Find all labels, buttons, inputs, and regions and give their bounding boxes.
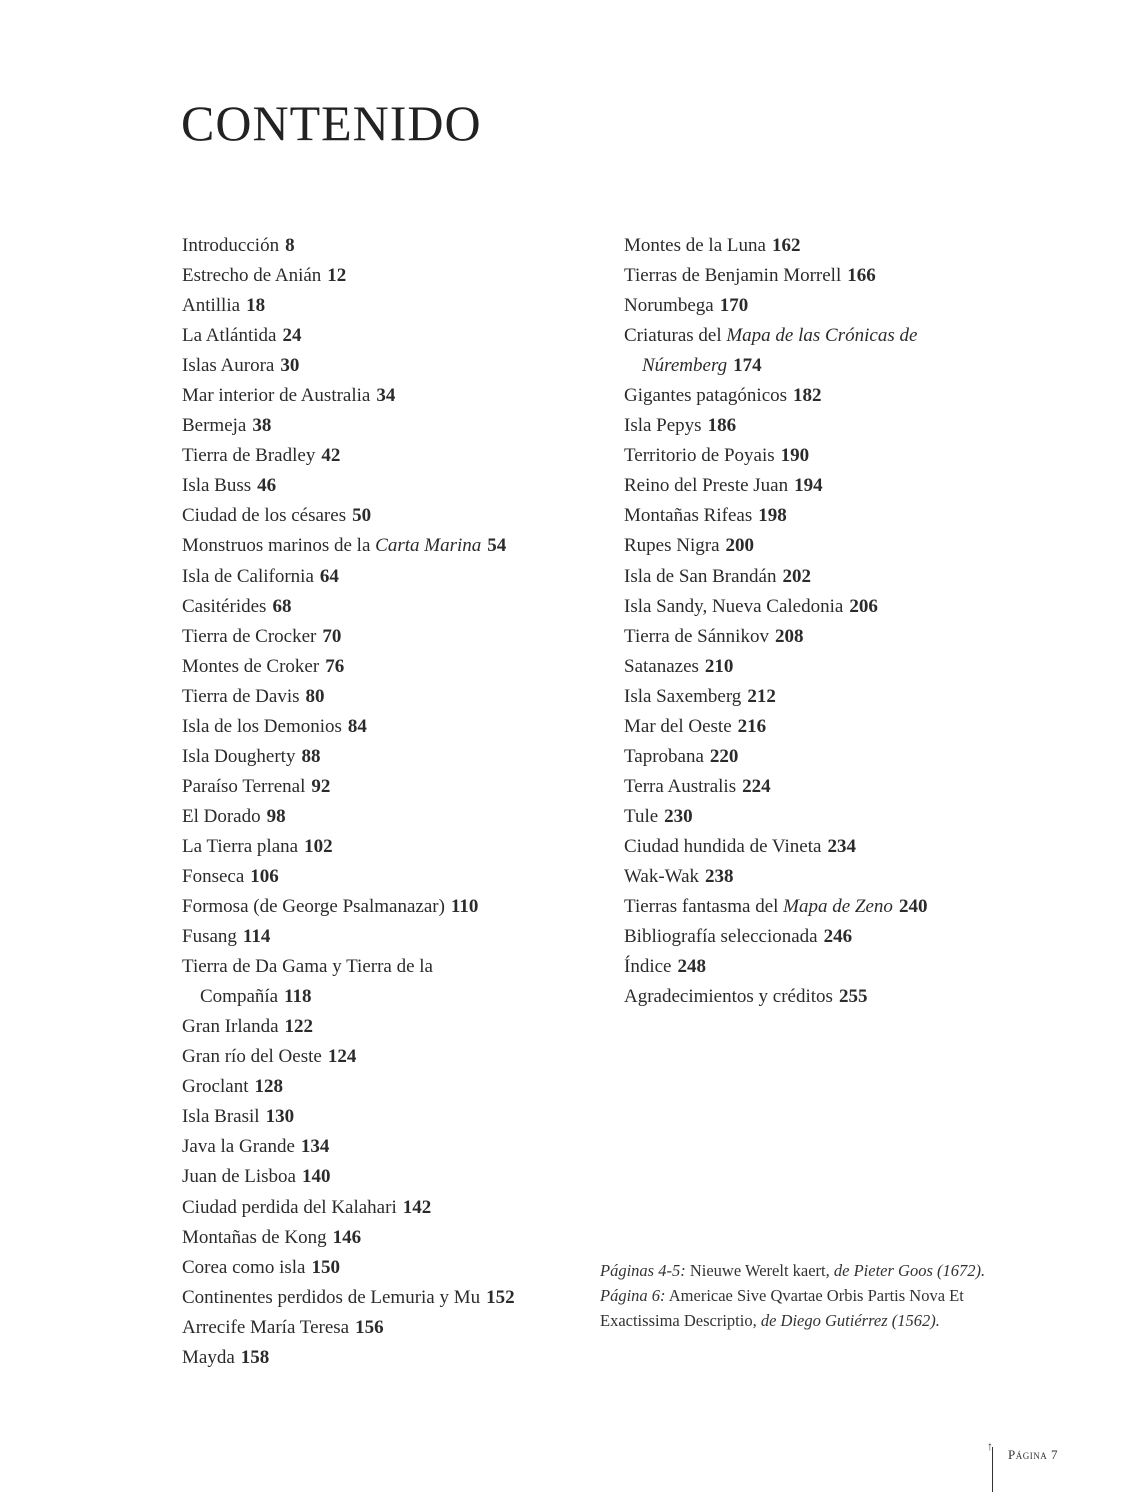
toc-entry xyxy=(182,1012,602,1042)
toc-entry xyxy=(624,231,1044,261)
toc-entry-page: 114 xyxy=(242,926,271,948)
toc-entry-continuation xyxy=(182,982,602,1012)
toc-entry-page: 156 xyxy=(355,1316,384,1338)
toc-entry xyxy=(182,1343,602,1373)
toc-entry xyxy=(624,592,1044,622)
toc-entry xyxy=(624,441,1044,471)
toc-entry-title: Tierras fantasma del xyxy=(624,896,784,918)
toc-entry-page: 68 xyxy=(272,595,292,617)
toc-entry-title: Isla Saxemberg xyxy=(624,685,742,707)
toc-entry-title: Isla Pepys xyxy=(624,415,702,437)
toc-entry xyxy=(624,381,1044,411)
toc-entry xyxy=(624,682,1044,712)
toc-entry-title: Mar interior de Australia xyxy=(182,385,371,407)
toc-entry xyxy=(182,1223,602,1253)
toc-entry-page: 34 xyxy=(376,385,396,407)
toc-entry-title: Gran río del Oeste xyxy=(182,1046,322,1068)
toc-entry-page: 194 xyxy=(794,475,823,497)
up-arrow-icon: ↑ xyxy=(987,1439,993,1453)
toc-entry-title: Ciudad perdida del Kalahari xyxy=(182,1196,397,1218)
toc-entry-title: Isla de los Demonios xyxy=(182,715,342,737)
toc-entry-title: Montañas de Kong xyxy=(182,1226,327,1248)
toc-entry xyxy=(182,531,602,561)
toc-entry-page: 166 xyxy=(847,265,876,287)
toc-entry-title: Tierra de Bradley xyxy=(182,445,316,467)
toc-entry-title: Tierra de Sánnikov xyxy=(624,625,769,647)
toc-entry-title: Tierras de Benjamin Morrell xyxy=(624,265,842,287)
toc-entry-page: 24 xyxy=(282,325,302,347)
toc-entry-page: 152 xyxy=(486,1286,515,1308)
toc-entry-page: 130 xyxy=(265,1106,295,1128)
toc-entry-page: 255 xyxy=(838,986,868,1008)
toc-entry-title: Islas Aurora xyxy=(182,355,275,377)
toc-entry-continuation xyxy=(624,351,1044,381)
toc-entry-page: 88 xyxy=(301,745,321,767)
toc-entry xyxy=(182,381,602,411)
caption-1-author: , de Pieter Goos (1672). xyxy=(825,1261,986,1280)
toc-entry xyxy=(624,652,1044,682)
toc-entry-page: 80 xyxy=(305,685,325,707)
toc-entry-title: Casitérides xyxy=(182,595,267,617)
toc-entry xyxy=(182,1193,602,1223)
toc-entry-title: Estrecho de Anián xyxy=(182,265,322,287)
toc-entry xyxy=(624,411,1044,441)
toc-entry-title: Gran Irlanda xyxy=(182,1016,279,1038)
toc-entry-title: Terra Australis xyxy=(624,775,737,797)
toc-entry xyxy=(182,1283,602,1313)
toc-entry xyxy=(182,291,602,321)
toc-entry-page: 186 xyxy=(707,415,737,437)
toc-entry xyxy=(182,712,602,742)
toc-entry-page: 202 xyxy=(782,565,811,587)
toc-entry-title: Montes de la Luna xyxy=(624,235,766,256)
toc-entry-page: 238 xyxy=(705,865,734,887)
toc-entry-page: 38 xyxy=(252,415,272,437)
toc-entry xyxy=(624,862,1044,892)
toc-entry xyxy=(624,892,1044,922)
toc-entry-title: Fonseca xyxy=(182,865,245,887)
toc-entry-title-cont-italic: Núremberg xyxy=(642,355,728,377)
toc-entry-page: 182 xyxy=(793,385,822,407)
toc-entry-title: Monstruos marinos de la xyxy=(182,535,376,557)
toc-entry xyxy=(182,892,602,922)
toc-entry-title: Bermeja xyxy=(182,415,247,437)
toc-entry-page: 212 xyxy=(747,685,776,707)
toc-entry-page: 224 xyxy=(742,775,771,797)
toc-entry-title: Bibliografía seleccionada xyxy=(624,926,818,948)
toc-entry-page: 42 xyxy=(321,445,341,467)
toc-entry-title: Isla de California xyxy=(182,565,314,587)
toc-entry xyxy=(182,592,602,622)
toc-entry-page: 246 xyxy=(823,926,853,948)
toc-entry xyxy=(182,952,602,1012)
toc-entry xyxy=(182,471,602,501)
caption-1-label: Páginas 4-5: xyxy=(600,1261,686,1280)
toc-entry-title: Norumbega xyxy=(624,295,714,317)
toc-entry-title: Territorio de Poyais xyxy=(624,445,775,467)
toc-entry-page: 146 xyxy=(332,1226,362,1248)
toc-entry-page: 76 xyxy=(325,655,345,677)
toc-entry xyxy=(182,1102,602,1132)
toc-entry xyxy=(624,832,1044,862)
toc-entry-title: Tierra de Da Gama y Tierra de la xyxy=(182,956,433,978)
toc-entry xyxy=(182,682,602,712)
toc-entry-title: Fusang xyxy=(182,926,237,948)
toc-left-column xyxy=(182,231,602,1373)
toc-entry-page: 190 xyxy=(780,445,810,467)
toc-entry xyxy=(624,261,1044,291)
toc-entry-title: Continentes perdidos de Lemuria y Mu xyxy=(182,1286,481,1308)
toc-entry-page: 208 xyxy=(774,625,804,647)
page-title: CONTENIDO xyxy=(181,95,482,151)
toc-entry-page: 234 xyxy=(827,835,856,857)
toc-entry xyxy=(624,622,1044,652)
toc-entry-page: 18 xyxy=(246,295,266,317)
toc-entry xyxy=(182,501,602,531)
toc-entry xyxy=(182,862,602,892)
toc-entry xyxy=(624,531,1044,561)
toc-entry-title: Isla Buss xyxy=(182,475,252,497)
toc-entry-title: Reino del Preste Juan xyxy=(624,475,789,497)
toc-entry xyxy=(624,562,1044,592)
toc-entry-page: 140 xyxy=(301,1166,331,1188)
toc-entry-title-italic: Carta Marina xyxy=(375,535,482,557)
toc-entry-page: 110 xyxy=(450,896,479,918)
toc-entry xyxy=(182,562,602,592)
toc-entry xyxy=(182,1253,602,1283)
toc-entry-title: Antillia xyxy=(182,295,241,317)
page-number: Página 7 xyxy=(1008,1447,1058,1462)
caption-1-title: Nieuwe Werelt kaert xyxy=(685,1261,826,1280)
toc-entry-title: Arrecife María Teresa xyxy=(182,1316,350,1338)
toc-entry-title: Isla Dougherty xyxy=(182,745,296,767)
toc-entry xyxy=(624,321,1044,381)
toc-entry-title: Java la Grande xyxy=(182,1136,295,1158)
toc-entry-title: Índice xyxy=(624,956,672,978)
toc-entry-title: Ciudad de los césares xyxy=(182,505,347,527)
toc-entry xyxy=(182,832,602,862)
toc-entry-page: 46 xyxy=(257,475,277,497)
toc-entry xyxy=(624,772,1044,802)
toc-entry-title: Formosa (de George Psalmanazar) xyxy=(182,896,445,918)
toc-entry-title: El Dorado xyxy=(182,805,261,827)
toc-entry-title: Criaturas del xyxy=(624,325,727,347)
caption-2-author: , de Diego Gutiérrez (1562). xyxy=(752,1311,940,1330)
toc-entry-title: Isla Sandy, Nueva Caledonia xyxy=(624,595,844,617)
toc-entry-title: Wak-Wak xyxy=(624,865,700,887)
toc-entry xyxy=(624,952,1044,982)
toc-entry-page: 98 xyxy=(266,805,286,827)
toc-entry xyxy=(182,802,602,832)
toc-entry-page: 50 xyxy=(352,505,372,527)
toc-entry-page: 162 xyxy=(771,235,801,256)
toc-entry xyxy=(182,922,602,952)
toc-entry-title-italic: Mapa de Zeno xyxy=(783,896,893,918)
caption-2-label: Página 6: xyxy=(600,1286,666,1305)
toc-entry-title: Tierra de Davis xyxy=(182,685,300,707)
toc-entry xyxy=(182,1132,602,1162)
caption-2-title: Americae Sive Qvartae Orbis Partis Nova Et Exactissima Descriptio xyxy=(600,1286,964,1330)
toc-entry-page: 240 xyxy=(898,896,928,918)
toc-entry-page: 106 xyxy=(250,865,279,887)
toc-entry-page: 220 xyxy=(709,745,739,767)
image-caption xyxy=(600,1258,1000,1333)
toc-entry-page: 174 xyxy=(733,355,762,377)
toc-entry xyxy=(182,1072,602,1102)
toc-entry xyxy=(182,441,602,471)
toc-entry-title: Rupes Nigra xyxy=(624,535,720,557)
toc-entry-title: Agradecimientos y créditos xyxy=(624,986,833,1008)
toc-entry-page: 134 xyxy=(300,1136,330,1158)
toc-entry-page: 64 xyxy=(319,565,339,587)
toc-entry xyxy=(182,411,602,441)
toc-entry xyxy=(624,471,1044,501)
toc-entry-page: 210 xyxy=(704,655,734,677)
toc-entry xyxy=(624,922,1044,952)
toc-entry xyxy=(182,622,602,652)
toc-entry-title: Juan de Lisboa xyxy=(182,1166,296,1188)
toc-entry-page: 230 xyxy=(664,805,693,827)
toc-right-column xyxy=(624,231,1044,1012)
toc-entry-title: Tule xyxy=(624,805,659,827)
toc-entry-page: 8 xyxy=(285,235,295,256)
toc-entry-page: 122 xyxy=(284,1016,314,1038)
toc-entry-page: 216 xyxy=(737,715,767,737)
toc-entry xyxy=(182,1162,602,1192)
toc-entry-page: 102 xyxy=(304,835,333,857)
toc-entry-page: 12 xyxy=(327,265,347,287)
toc-entry-title: Ciudad hundida de Vineta xyxy=(624,835,822,857)
toc-entry xyxy=(624,501,1044,531)
toc-entry-page: 84 xyxy=(347,715,367,737)
toc-entry-page: 30 xyxy=(280,355,300,377)
toc-entry-page: 206 xyxy=(849,595,878,617)
toc-entry-title: Mayda xyxy=(182,1346,235,1368)
toc-entry-title: Isla de San Brandán xyxy=(624,565,777,587)
toc-entry-title: Montes de Croker xyxy=(182,655,320,677)
toc-entry-title: Isla Brasil xyxy=(182,1106,260,1128)
toc-entry-title: Gigantes patagónicos xyxy=(624,385,788,407)
toc-entry-page: 128 xyxy=(254,1076,283,1098)
toc-entry xyxy=(182,1042,602,1072)
toc-entry xyxy=(182,261,602,291)
toc-entry-title: Tierra de Crocker xyxy=(182,625,317,647)
toc-entry-title: La Atlántida xyxy=(182,325,277,347)
toc-entry-title: Groclant xyxy=(182,1076,249,1098)
toc-entry-title-cont: Compañía xyxy=(200,986,279,1008)
toc-entry xyxy=(624,982,1044,1012)
toc-entry-title: La Tierra plana xyxy=(182,835,299,857)
toc-entry-title: Satanazes xyxy=(624,655,699,677)
toc-entry-page: 142 xyxy=(402,1196,432,1218)
toc-entry xyxy=(624,291,1044,321)
toc-entry xyxy=(624,712,1044,742)
toc-entry xyxy=(182,321,602,351)
toc-entry xyxy=(182,1313,602,1343)
toc-entry-title: Introducción xyxy=(182,235,280,256)
toc-entry-page: 124 xyxy=(327,1046,357,1068)
toc-entry-title-italic: Mapa de las Crónicas de xyxy=(726,325,918,347)
toc-entry xyxy=(182,351,602,381)
toc-entry-page: 118 xyxy=(284,986,312,1008)
toc-entry xyxy=(182,742,602,772)
toc-entry-page: 54 xyxy=(487,535,507,557)
toc-entry-page: 150 xyxy=(311,1256,340,1278)
toc-entry xyxy=(624,742,1044,772)
toc-entry-page: 158 xyxy=(240,1346,270,1368)
toc-entry xyxy=(624,802,1044,832)
toc-entry-title: Mar del Oeste xyxy=(624,715,732,737)
toc-entry-title: Corea como isla xyxy=(182,1256,306,1278)
toc-entry-page: 92 xyxy=(311,775,331,797)
toc-entry-title: Paraíso Terrenal xyxy=(182,775,306,797)
toc-entry-page: 198 xyxy=(758,505,787,527)
toc-entry xyxy=(182,231,602,261)
toc-entry xyxy=(182,772,602,802)
footer-rule xyxy=(992,1447,993,1492)
toc-entry-title: Taprobana xyxy=(624,745,704,767)
toc-entry-title: Montañas Rifeas xyxy=(624,505,753,527)
toc-entry-page: 170 xyxy=(719,295,749,317)
toc-entry-page: 70 xyxy=(322,625,342,647)
toc-entry xyxy=(182,652,602,682)
toc-entry-page: 248 xyxy=(677,956,706,978)
toc-entry-page: 200 xyxy=(725,535,755,557)
